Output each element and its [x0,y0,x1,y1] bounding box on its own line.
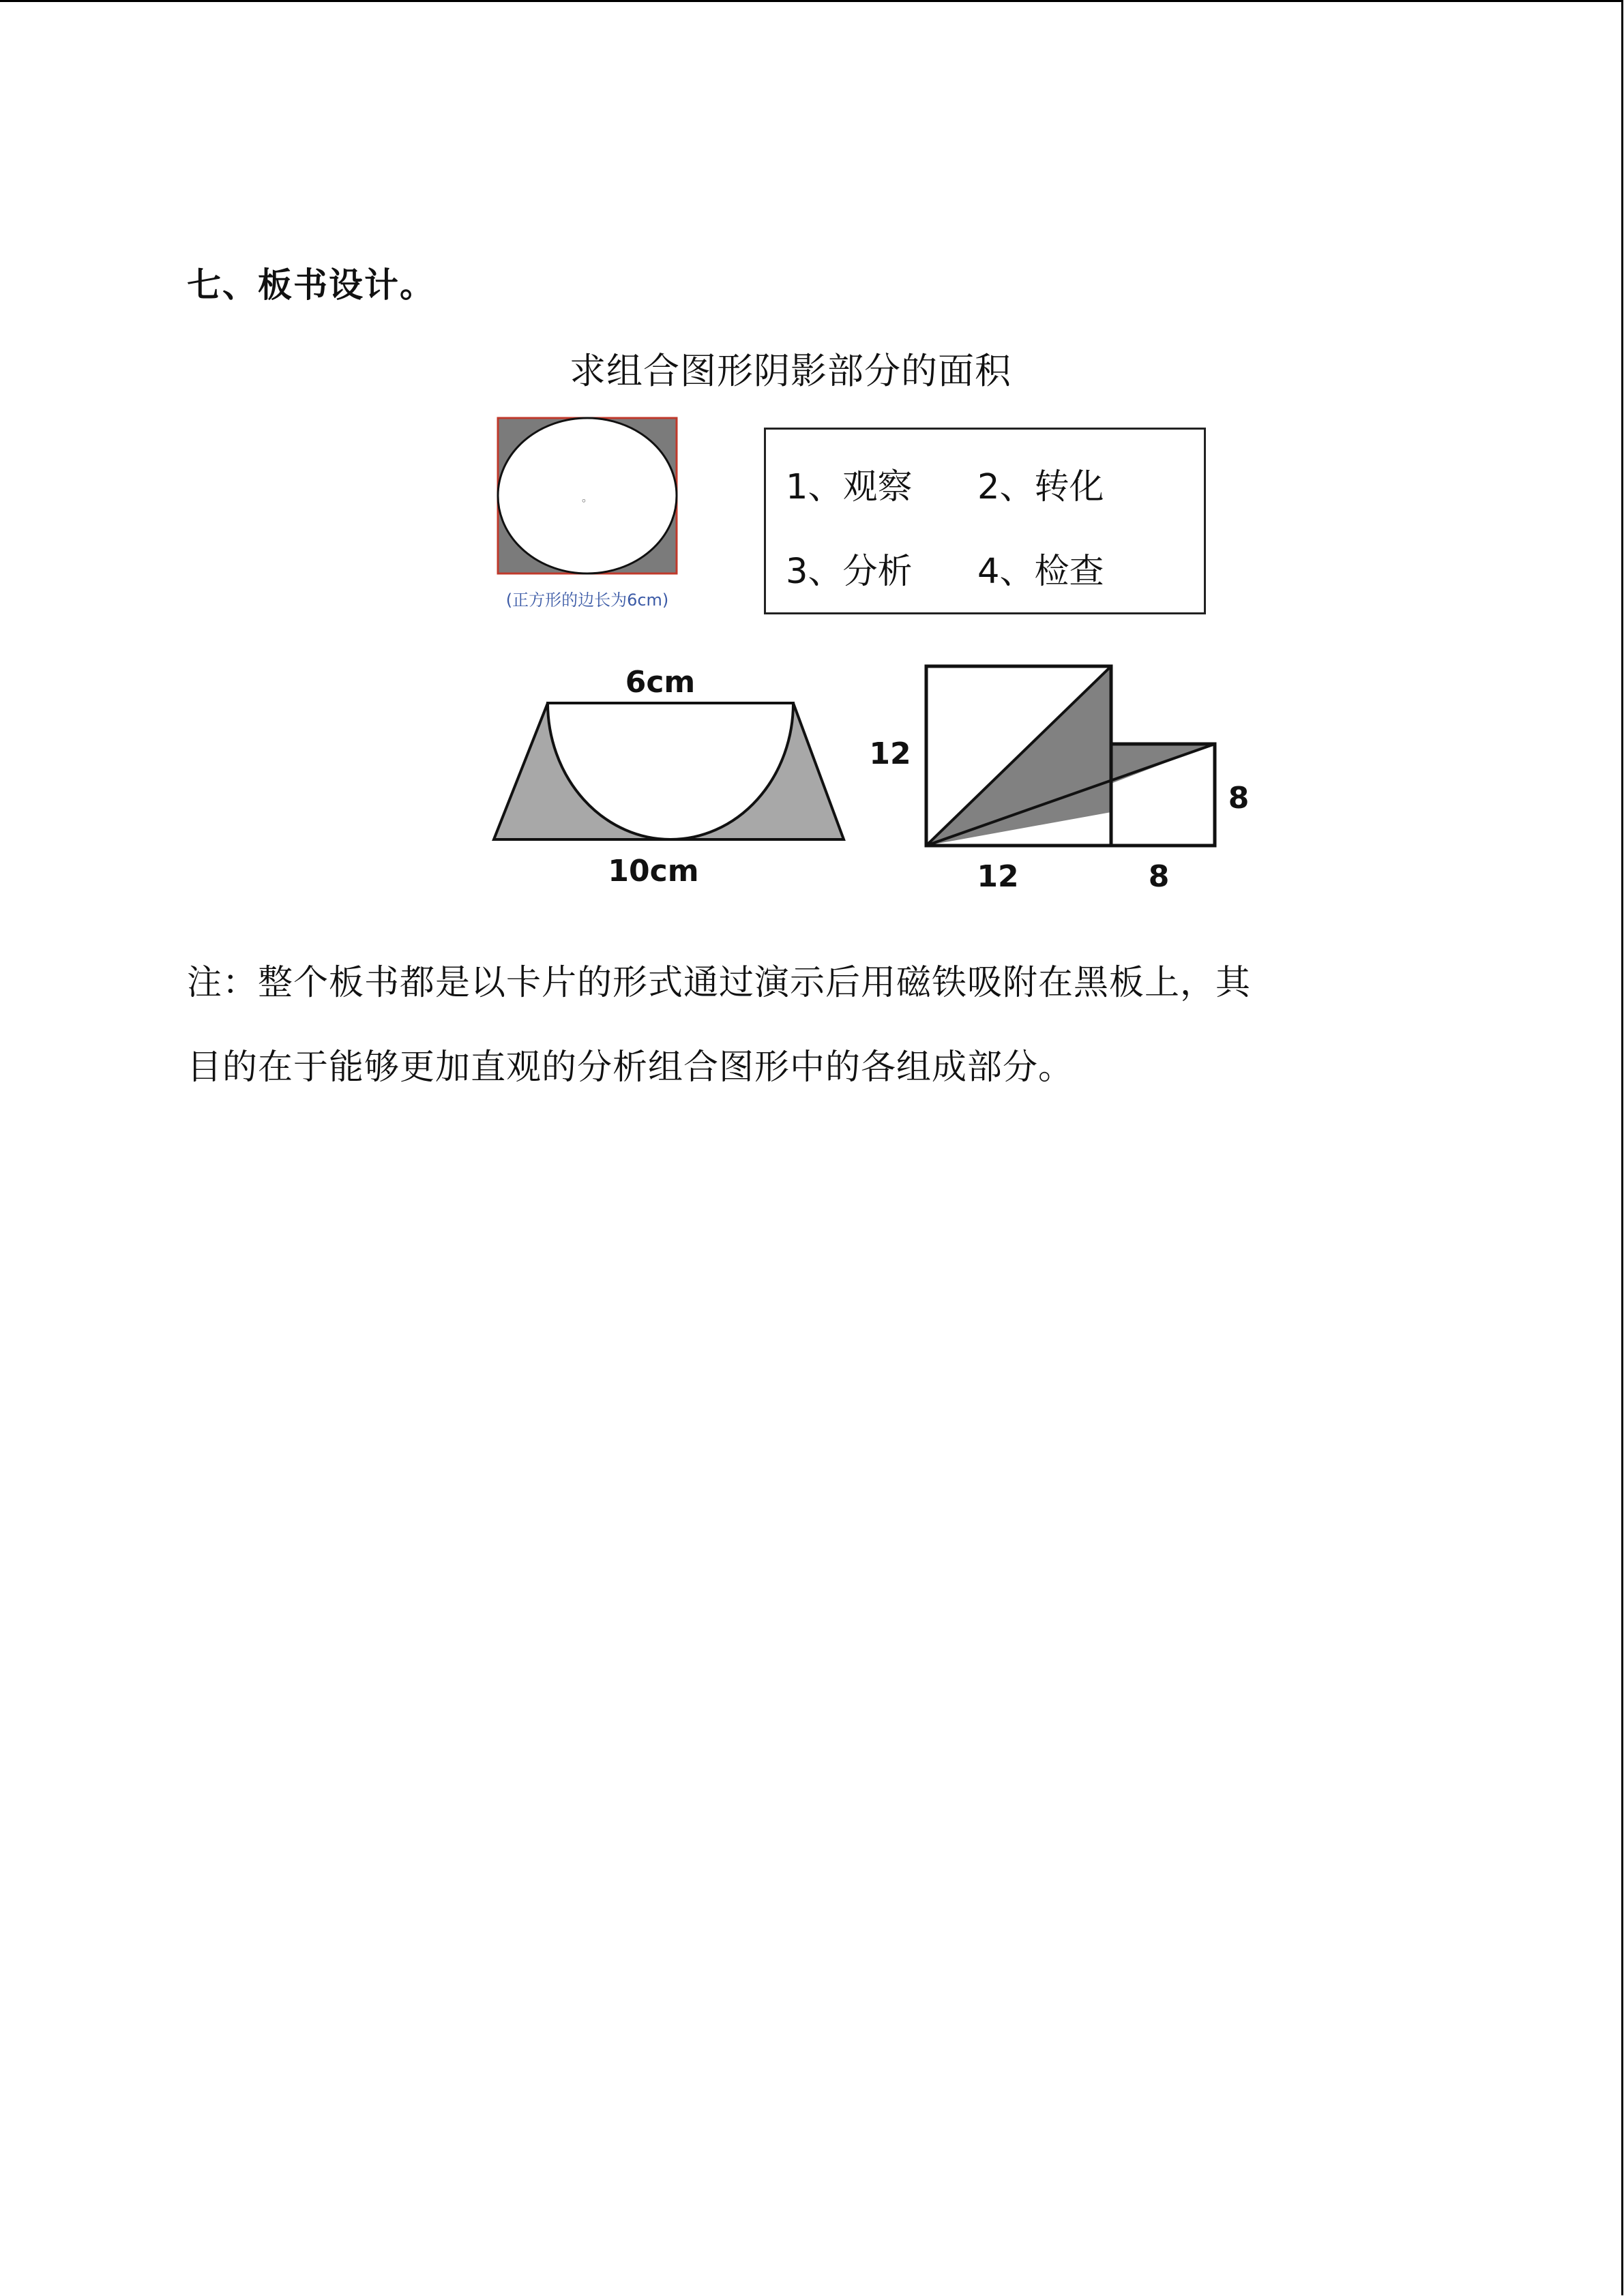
note-paragraph [187,941,1360,1110]
square-circle-figure [491,413,703,617]
step-analyze: 3、分析 [786,552,913,592]
right-side-label: 8 [1228,781,1250,816]
note-line-2: 目的在于能够更加直观的分析组合图形中的各组成部分。 [187,1047,1074,1088]
trapezoid-figure [477,658,859,904]
step-transform: 2、转化 [977,467,1104,507]
section-heading: 七、板书设计。 [187,265,435,305]
bottom-left-label: 12 [977,859,1019,894]
step-observe: 1、观察 [786,467,913,507]
step-check: 4、检查 [977,552,1104,592]
trapezoid-top-label: 6cm [625,665,696,700]
two-squares-figure [856,655,1265,907]
board-subtitle: 求组合图形阴影部分的面积 [570,351,1012,392]
circle-center-mark: 。 [581,491,593,504]
left-side-label: 12 [869,736,911,771]
trapezoid-bottom-label: 10cm [608,854,699,889]
steps-box [764,428,1206,614]
note-line-1: 注：整个板书都是以卡片的形式通过演示后用磁铁吸附在黑板上，其 [187,963,1252,1003]
bottom-right-label: 8 [1148,859,1170,894]
square-caption: (正方形的边长为6cm) [505,591,669,610]
